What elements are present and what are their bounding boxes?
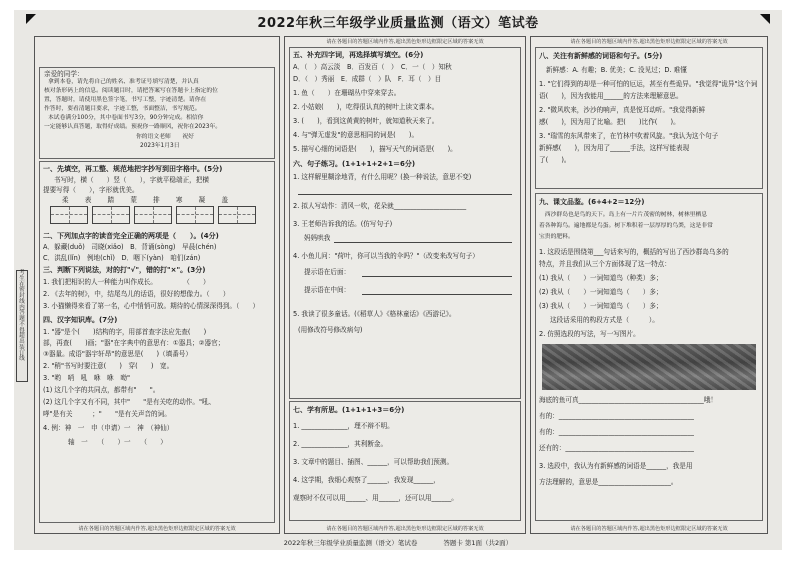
- s8-question[interactable]: 新鲜感( )，因为用了______手法，这样写能表现: [539, 144, 690, 152]
- s9-question[interactable]: 这段话采用的构段方式是（ ）。: [550, 316, 659, 324]
- passage-line: 着各种海鸟。遍地都是鸟蛋。树下堆积着一层厚厚的鸟粪，这是非常: [539, 223, 713, 229]
- s4-question[interactable]: 1. "器"是个( )结构的字，用部首查字法应先查( ): [43, 328, 207, 336]
- s9-question[interactable]: 方法理解的，意思是______________________。: [539, 478, 678, 486]
- section-7: [289, 401, 521, 521]
- s7-question[interactable]: 2. ______________，其利断金。: [293, 440, 388, 448]
- s8-question[interactable]: 感( )，因为用了比喻。把( )比作( )。: [539, 118, 680, 126]
- passage-line: 西沙群岛也是鸟的天下。岛上有一片片茂密的树林，树林里栖息: [539, 212, 708, 218]
- s9-answer-line[interactable]: 海底的鱼可真______________________________________哦！: [539, 396, 718, 404]
- s5-options[interactable]: A．（ ）高云淡 B．百发百（ ） C．一（ ）知秋: [293, 63, 452, 71]
- s8-question: 2. "微风吹来，沙沙的响声，真是悦耳动听。"我觉得新鲜: [539, 106, 706, 114]
- s5-question[interactable]: 5. 描写心细的词语是( )，描写天气的词语是( )。: [293, 145, 457, 153]
- s4-question: 3. "哟 哨 吼 咻 咻 呦": [43, 374, 130, 382]
- column-middle: [284, 36, 526, 534]
- answer-line[interactable]: [362, 294, 512, 295]
- section-1-heading: 一、先填空，再工整、规范地把字抄写到田字格中。(5分): [43, 165, 223, 173]
- answer-notice: 请在各题目的答题区域内作答,超出黑色矩形边框限定区域的答案无效: [570, 526, 728, 532]
- answer-line[interactable]: [298, 194, 512, 195]
- intro-date: 2023年1月3日: [140, 143, 180, 149]
- s3-question[interactable]: 3. 小猫懒得来看了第一名，心中悄悄可放。期待的心情深深得到。（ ）: [43, 302, 260, 310]
- s7-question[interactable]: 4. 这学期，我细心观察了______，我发现______，: [293, 476, 440, 484]
- section-3-heading: 三、判断下列说法，对的打"√"，错的打"×"。(3分): [43, 266, 206, 274]
- s6-question: 妈妈哄我: [304, 234, 331, 242]
- seal-line-label: 考生在密封线内答题不得超出装订线: [16, 270, 28, 382]
- s6-prompt: 提示语在中间：: [304, 286, 351, 294]
- s4-question[interactable]: 2. "稍"书写时要注意( ) 穿( ) 宽。: [43, 362, 174, 370]
- answer-notice: 请在各题目的答题区域内作答,超出黑色矩形边框限定区域的答案无效: [570, 39, 728, 45]
- s1-line[interactable]: 书写时，横（ ）竖（ ），字就平稳端正，把横: [54, 176, 209, 184]
- s7-question[interactable]: 观察时不仅可以用______、用______，还可以用______。: [293, 494, 458, 502]
- intro-greeting: 亲爱的同学：: [44, 70, 84, 78]
- tianzi-grid[interactable]: [92, 206, 130, 224]
- s4-question[interactable]: 部，再查( )画；"器"在字典中的意思有：①器具；②器官；: [43, 339, 225, 347]
- intro-line: 作答时，要看清题目要求，字迹工整，书面整洁，书写规范。: [44, 106, 201, 112]
- tianzi-grid[interactable]: [134, 206, 172, 224]
- s6-question[interactable]: 5. 我读了很多童话。(《稻草人》《格林童话》《西游记》。: [293, 310, 456, 318]
- intro-box: [39, 67, 275, 159]
- sections-5-6: [289, 47, 521, 399]
- s9-answer-line[interactable]: 有的：_________________________________________: [539, 428, 694, 436]
- intro-sign: 你的语文老师 祝好: [136, 134, 194, 140]
- page-footer: 2022年秋三年级学业质量监测（语文）笔试卷 答题卡 第1面（共2面）: [283, 539, 513, 547]
- tianzi-grid[interactable]: [176, 206, 214, 224]
- s9-question[interactable]: (3) 我从（ ）一词知道鸟（ ）多；: [539, 302, 663, 310]
- s8-options: 新鲜感：A. 有趣；B. 优美；C. 没见过；D. 难懂: [546, 66, 687, 74]
- s1-line[interactable]: 提要写得（ ），字形就优美。: [43, 186, 139, 194]
- s9-question: 特点，并且我们从三个方面体现了这一特点：: [539, 260, 671, 268]
- s4-question[interactable]: 哮"是有关 ；" "是有关声音的词。: [43, 410, 171, 418]
- s5-question[interactable]: 4. 与"弹无虚发"的意思相同的词是( )。: [293, 131, 419, 139]
- section-8-heading: 八、关注有新鲜感的词语和句子。(5分): [539, 52, 663, 60]
- s9-question[interactable]: 3. 选段中，我认为有新鲜感的词语是______，我是用: [539, 462, 693, 470]
- tianzi-grid[interactable]: [218, 206, 256, 224]
- s8-question: 1. "它们得到的却是一种可怕的厄运，甚至有些诡异。"我觉得"诡异"这个词: [539, 80, 758, 88]
- s1-chars: 柔 表 踏 蒙 排 寒 凝 盖: [62, 196, 230, 204]
- column-left: [34, 36, 280, 534]
- s4-question[interactable]: 轴 一 （ ）一 （ ）: [68, 438, 167, 446]
- s6-question: 1. 这样解里糊涂地背，有什么用呢？(换一种说法，意思不变): [293, 173, 472, 181]
- s6-prompt: 提示语在后面：: [304, 268, 351, 276]
- s9-question[interactable]: (1) 我从（ ）一词知道鸟（种类）多；: [539, 274, 663, 282]
- s9-question[interactable]: (2) 我从（ ）一词知道鸟（ ）多；: [539, 288, 663, 296]
- s4-question[interactable]: (2) 这几个字又有不同，其中" "是有关吃的动作。"吼、: [43, 398, 216, 406]
- sections-1-4: [39, 161, 275, 523]
- s7-question[interactable]: 3. 文章中的题目、插图、______，可以帮助我们预测。: [293, 458, 454, 466]
- s8-question[interactable]: 了( )。: [539, 156, 571, 164]
- s2-option-ab: A．躲藏(duǒ) 司晓(xiǎo) B．背诵(sòng) 早晨(chén): [43, 243, 217, 251]
- s3-question[interactable]: 1. 我们把相识的人一种能力叫作成长。 （ ）: [43, 278, 210, 286]
- answer-sheet: [14, 10, 782, 550]
- column-right: [530, 36, 768, 534]
- s4-question: 4. 例：神 一 申（申请）一 神 （神仙）: [43, 424, 174, 432]
- answer-notice: 请在各题目的答题区域内作答,超出黑色矩形边框限定区域的答案无效: [326, 39, 484, 45]
- s6-question: (用修改符号修改病句): [298, 326, 363, 334]
- s2-option-cd: C．洪乱(lǐn) 例地(chǐ) D．咽下(yàn) 咱们(zán): [43, 254, 201, 262]
- s6-question[interactable]: 2. 拟人写动作：清风一吹，花朵就______________________: [293, 202, 467, 210]
- s6-question: 4. 小鱼儿问："荷叶，你可以当我的伞吗？"（改变来改写句子）: [293, 252, 479, 260]
- section-4-heading: 四、汉字知识库。(7分): [43, 316, 118, 324]
- section-7-heading: 七、学有所思。(1+1+1+3＝6分): [293, 406, 405, 414]
- section-8: [535, 47, 763, 189]
- section-9-heading: 九、课文品鉴。(6+4+2＝12分): [539, 198, 645, 206]
- s6-question: 3. 王老师告诉我的话。(仿写句子): [293, 220, 393, 228]
- section-5-heading: 五、补充四字词，再选择填写填空。(6分): [293, 51, 424, 59]
- s4-question[interactable]: ③器量。成语"器宇轩昂"的意思是( )（填番号）: [43, 350, 192, 358]
- intro-line: 置，答题时，请使用黑色签字笔，书写工整，字迹清楚。请你在: [44, 97, 207, 103]
- answer-notice: 请在各题目的答题区域内作答,超出黑色矩形边框限定区域的答案无效: [326, 526, 484, 532]
- s5-options[interactable]: D．（ ）秀丽 E．成群（ ）队 F．耳（ ）目: [293, 75, 442, 83]
- section-9: [535, 193, 763, 521]
- intro-line: 核对条形码上的信息。阅读题目时，请把答案写在答题卡上指定的位: [44, 88, 218, 94]
- s5-question[interactable]: 1. 鱼（ ）在珊瑚丛中穿来穿去。: [293, 89, 401, 97]
- s5-question[interactable]: 3. ( )，看到这黄黄的树叶，就知道秋天来了。: [293, 117, 439, 125]
- intro-line: 一定能够认真答题，取得好成绩。预祝你一路顺风，祝你在2023年。: [44, 124, 222, 130]
- intro-line: 拿到本卷，请先将自己的姓名、准考证号填写清楚，并认真: [48, 79, 199, 85]
- passage-line: 宝贵的肥料。: [539, 234, 574, 240]
- tianzi-grid[interactable]: [50, 206, 88, 224]
- s8-question: 3. "瑞雪的东风带来了，在竹林中吹着风旋。"我认为这个句子: [539, 132, 719, 140]
- section-2-heading: 二、下列加点字的读音完全正确的两项是（ ）。(4分): [43, 232, 219, 240]
- coral-reef-photo: [542, 344, 756, 390]
- s9-question: 2. 仿照选段的写法，写一写图片。: [539, 330, 640, 338]
- tianzi-grid-row[interactable]: [50, 206, 270, 226]
- s7-question[interactable]: 1. ______________，理不辩不明。: [293, 422, 394, 430]
- page-title: 2022年秋三年级学业质量监测（语文）笔试卷: [257, 16, 539, 31]
- s4-question[interactable]: (1) 这几个字的共同点，都带有" "。: [43, 386, 160, 394]
- answer-notice: 请在各题目的答题区域内作答,超出黑色矩形边框限定区域的答案无效: [78, 526, 236, 532]
- intro-line: 本试卷满分100分，其中卷面书写3分，90分钟完成。相信你: [48, 115, 204, 121]
- answer-line[interactable]: [362, 276, 512, 277]
- s8-question[interactable]: 语( )，因为我能用______的方法来理解意思。: [539, 92, 683, 100]
- answer-line[interactable]: [334, 242, 512, 243]
- section-6-heading: 六、句子练习。(1+1+1+2+1＝6分): [293, 160, 416, 168]
- s9-answer-line[interactable]: 有的：_________________________________________: [539, 412, 694, 420]
- s9-question[interactable]: 1. 这段话是围绕第___句话来写的，概括的写出了西沙群岛乌多的: [539, 248, 729, 256]
- s3-question[interactable]: 2. 《去年的树》，中，结尾鸟儿的话语，很好的想像力。（ ）: [43, 290, 230, 298]
- s9-answer-line[interactable]: 还有的：_______________________________________: [539, 444, 694, 452]
- s5-question[interactable]: 2. 小姑娘( )，吃得很认真的树叶上读文课本。: [293, 103, 439, 111]
